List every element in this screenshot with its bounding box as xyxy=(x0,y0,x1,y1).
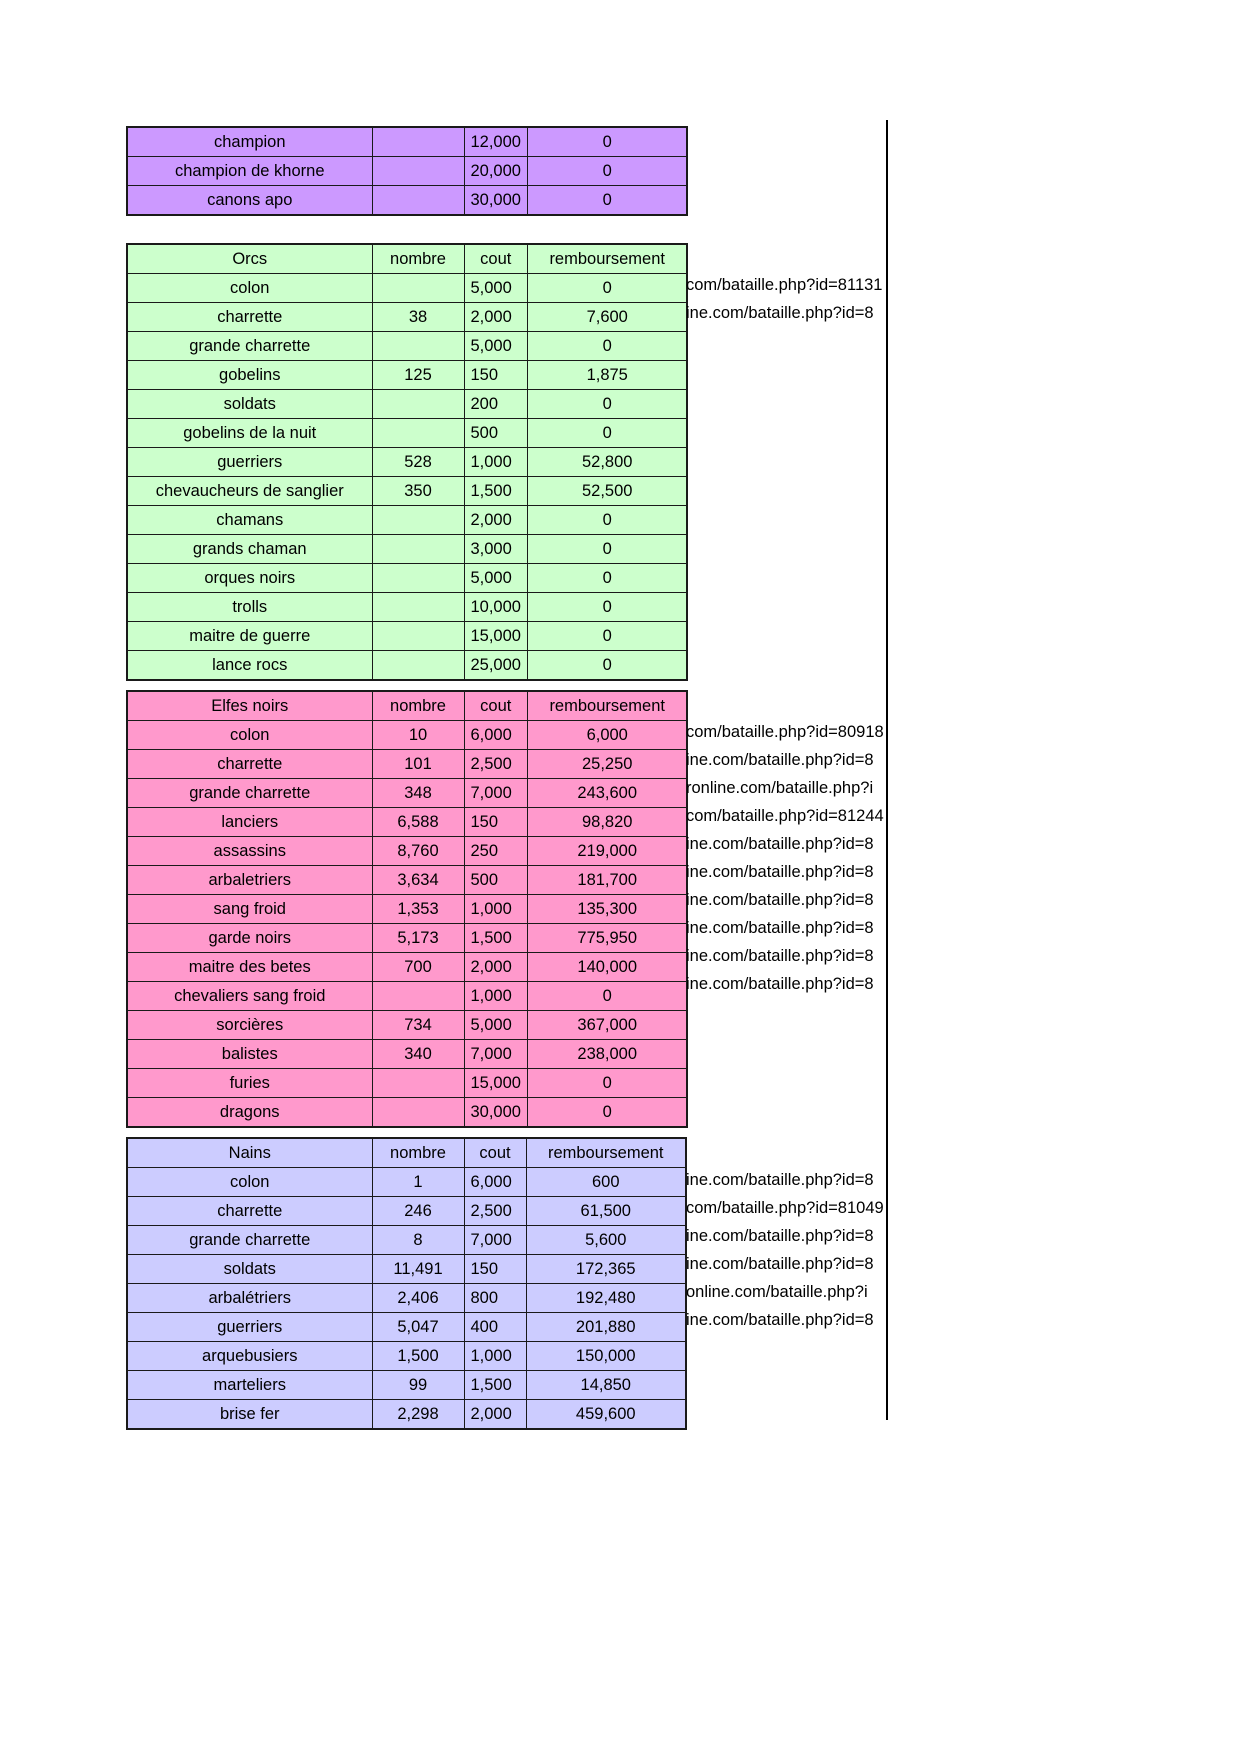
cell-cout: 400 xyxy=(464,1313,526,1342)
page-margin-guide-line xyxy=(886,120,888,1420)
cell-unit-name: dragons xyxy=(127,1098,372,1128)
cell-unit-name: colon xyxy=(127,721,372,750)
cell-unit-name: arquebusiers xyxy=(127,1342,372,1371)
cell-remboursement: 0 xyxy=(527,1098,687,1128)
column-header-nombre: nombre xyxy=(372,244,464,274)
cell-nombre: 528 xyxy=(372,448,464,477)
table-row xyxy=(127,593,687,622)
cell-unit-name: grande charrette xyxy=(127,1226,372,1255)
cell-unit-name: colon xyxy=(127,274,372,303)
cell-remboursement: 6,000 xyxy=(527,721,687,750)
table-row xyxy=(127,1284,686,1313)
cell-nombre xyxy=(372,651,464,681)
table-row xyxy=(127,1226,686,1255)
table-row xyxy=(127,535,687,564)
table-row xyxy=(127,866,687,895)
table-row xyxy=(127,1255,686,1284)
cell-unit-name: soldats xyxy=(127,390,372,419)
cell-cout: 5,000 xyxy=(464,1011,527,1040)
battle-url-text: ine.com/bataille.php?id=8 xyxy=(686,947,874,965)
cell-nombre: 1,500 xyxy=(372,1342,464,1371)
cell-unit-name: assassins xyxy=(127,837,372,866)
cell-nombre xyxy=(372,390,464,419)
cell-remboursement: 219,000 xyxy=(527,837,687,866)
battle-url-text: ine.com/bataille.php?id=8 xyxy=(686,863,874,881)
cell-nombre: 6,588 xyxy=(372,808,464,837)
table-block-orcs xyxy=(126,243,688,681)
cell-nombre: 101 xyxy=(372,750,464,779)
table-row xyxy=(127,953,687,982)
cell-unit-name: guerriers xyxy=(127,1313,372,1342)
cell-cout: 1,500 xyxy=(464,477,527,506)
cell-cout: 1,500 xyxy=(464,1371,526,1400)
table-row xyxy=(127,506,687,535)
cell-remboursement: 0 xyxy=(527,982,687,1011)
cell-cout: 1,000 xyxy=(464,1342,526,1371)
battle-url-text: ine.com/bataille.php?id=8 xyxy=(686,835,874,853)
cell-remboursement: 238,000 xyxy=(527,1040,687,1069)
table-row xyxy=(127,390,687,419)
cell-nombre: 3,634 xyxy=(372,866,464,895)
cell-unit-name: colon xyxy=(127,1168,372,1197)
cell-cout: 200 xyxy=(464,390,527,419)
cell-unit-name: maitre de guerre xyxy=(127,622,372,651)
cell-remboursement: 775,950 xyxy=(527,924,687,953)
cell-unit-name: brise fer xyxy=(127,1400,372,1430)
cell-remboursement: 0 xyxy=(527,332,687,361)
cell-cout: 1,000 xyxy=(464,895,527,924)
table-row xyxy=(127,1011,687,1040)
battle-url-text: ine.com/bataille.php?id=8 xyxy=(686,751,874,769)
cell-nombre xyxy=(372,593,464,622)
cell-nombre: 10 xyxy=(372,721,464,750)
cell-nombre: 350 xyxy=(372,477,464,506)
cell-unit-name: grande charrette xyxy=(127,332,372,361)
table-row xyxy=(127,721,687,750)
cell-remboursement: 0 xyxy=(527,157,687,186)
battle-url-text: com/bataille.php?id=81049 xyxy=(686,1199,884,1217)
cell-remboursement: 1,875 xyxy=(527,361,687,390)
cell-unit-name: charrette xyxy=(127,303,372,332)
cell-nombre xyxy=(372,622,464,651)
battle-url-text: ine.com/bataille.php?id=8 xyxy=(686,1227,874,1245)
cell-nombre xyxy=(372,127,464,157)
cell-cout: 2,500 xyxy=(464,1197,526,1226)
cell-nombre: 700 xyxy=(372,953,464,982)
cell-cout: 30,000 xyxy=(464,1098,527,1128)
cell-unit-name: trolls xyxy=(127,593,372,622)
cell-cout: 250 xyxy=(464,837,527,866)
cell-cout: 2,000 xyxy=(464,1400,526,1430)
cell-nombre xyxy=(372,186,464,216)
cell-nombre: 125 xyxy=(372,361,464,390)
cell-unit-name: marteliers xyxy=(127,1371,372,1400)
cell-cout: 5,000 xyxy=(464,332,527,361)
table-orcs xyxy=(126,243,688,681)
cell-cout: 2,000 xyxy=(464,303,527,332)
column-header-remboursement: remboursement xyxy=(527,244,687,274)
table-row xyxy=(127,1197,686,1226)
cell-cout: 6,000 xyxy=(464,721,527,750)
cell-nombre: 1 xyxy=(372,1168,464,1197)
table-block-elfes-noirs xyxy=(126,690,688,1128)
cell-remboursement: 0 xyxy=(527,535,687,564)
cell-nombre xyxy=(372,564,464,593)
cell-unit-name: sang froid xyxy=(127,895,372,924)
url-overflow-layer xyxy=(686,0,1046,1754)
battle-url-text: com/bataille.php?id=81244 xyxy=(686,807,884,825)
table-row xyxy=(127,332,687,361)
cell-cout: 20,000 xyxy=(464,157,527,186)
cell-nombre xyxy=(372,274,464,303)
battle-url-text: ine.com/bataille.php?id=8 xyxy=(686,304,874,322)
cell-nombre: 734 xyxy=(372,1011,464,1040)
cell-cout: 150 xyxy=(464,1255,526,1284)
cell-nombre xyxy=(372,535,464,564)
cell-nombre: 2,406 xyxy=(372,1284,464,1313)
cell-unit-name: lanciers xyxy=(127,808,372,837)
cell-nombre: 8,760 xyxy=(372,837,464,866)
cell-remboursement: 0 xyxy=(527,127,687,157)
cell-cout: 500 xyxy=(464,419,527,448)
cell-remboursement: 0 xyxy=(527,651,687,681)
battle-url-text: online.com/bataille.php?i xyxy=(686,1283,868,1301)
column-header-remboursement: remboursement xyxy=(526,1138,686,1168)
table-row xyxy=(127,924,687,953)
cell-cout: 150 xyxy=(464,361,527,390)
cell-remboursement: 0 xyxy=(527,186,687,216)
table-row xyxy=(127,808,687,837)
cell-cout: 1,000 xyxy=(464,448,527,477)
cell-unit-name: garde noirs xyxy=(127,924,372,953)
cell-cout: 30,000 xyxy=(464,186,527,216)
table-row xyxy=(127,1342,686,1371)
cell-remboursement: 181,700 xyxy=(527,866,687,895)
cell-unit-name: chevaliers sang froid xyxy=(127,982,372,1011)
column-header-race: Orcs xyxy=(127,244,372,274)
table-row xyxy=(127,837,687,866)
cell-cout: 15,000 xyxy=(464,622,527,651)
cell-remboursement: 5,600 xyxy=(526,1226,686,1255)
cell-cout: 500 xyxy=(464,866,527,895)
cell-remboursement: 61,500 xyxy=(526,1197,686,1226)
cell-nombre: 348 xyxy=(372,779,464,808)
table-elfes-noirs xyxy=(126,690,688,1128)
cell-nombre: 99 xyxy=(372,1371,464,1400)
column-header-nombre: nombre xyxy=(372,1138,464,1168)
cell-nombre xyxy=(372,157,464,186)
column-header-cout: cout xyxy=(464,691,527,721)
cell-unit-name: soldats xyxy=(127,1255,372,1284)
cell-cout: 1,500 xyxy=(464,924,527,953)
cell-remboursement: 0 xyxy=(527,506,687,535)
cell-unit-name: champion de khorne xyxy=(127,157,372,186)
cell-nombre: 340 xyxy=(372,1040,464,1069)
cell-remboursement: 0 xyxy=(527,593,687,622)
cell-cout: 25,000 xyxy=(464,651,527,681)
cell-cout: 2,000 xyxy=(464,953,527,982)
cell-nombre: 5,047 xyxy=(372,1313,464,1342)
cell-unit-name: furies xyxy=(127,1069,372,1098)
table-row xyxy=(127,186,687,216)
table-row xyxy=(127,564,687,593)
cell-remboursement: 0 xyxy=(527,419,687,448)
cell-unit-name: gobelins de la nuit xyxy=(127,419,372,448)
table-row xyxy=(127,477,687,506)
table-row xyxy=(127,779,687,808)
cell-remboursement: 0 xyxy=(527,622,687,651)
battle-url-text: ronline.com/bataille.php?i xyxy=(686,779,874,797)
cell-remboursement: 172,365 xyxy=(526,1255,686,1284)
cell-remboursement: 192,480 xyxy=(526,1284,686,1313)
table-header-row xyxy=(127,244,687,274)
cell-remboursement: 52,800 xyxy=(527,448,687,477)
cell-remboursement: 98,820 xyxy=(527,808,687,837)
cell-unit-name: gobelins xyxy=(127,361,372,390)
cell-remboursement: 459,600 xyxy=(526,1400,686,1430)
cell-unit-name: canons apo xyxy=(127,186,372,216)
cell-remboursement: 0 xyxy=(527,1069,687,1098)
table-row xyxy=(127,1168,686,1197)
column-header-race: Elfes noirs xyxy=(127,691,372,721)
cell-remboursement: 0 xyxy=(527,390,687,419)
table-row xyxy=(127,895,687,924)
battle-url-text: ine.com/bataille.php?id=8 xyxy=(686,975,874,993)
cell-nombre xyxy=(372,332,464,361)
cell-cout: 7,000 xyxy=(464,1226,526,1255)
column-header-cout: cout xyxy=(464,244,527,274)
cell-remboursement: 243,600 xyxy=(527,779,687,808)
table-row xyxy=(127,157,687,186)
table-block-chaos-tail xyxy=(126,126,688,216)
cell-unit-name: charrette xyxy=(127,750,372,779)
cell-cout: 7,000 xyxy=(464,779,527,808)
table-row xyxy=(127,127,687,157)
battle-url-text: ine.com/bataille.php?id=8 xyxy=(686,1171,874,1189)
cell-unit-name: arbalétriers xyxy=(127,1284,372,1313)
cell-unit-name: grands chaman xyxy=(127,535,372,564)
cell-nombre xyxy=(372,1069,464,1098)
battle-url-text: ine.com/bataille.php?id=8 xyxy=(686,1311,874,1329)
cell-remboursement: 201,880 xyxy=(526,1313,686,1342)
column-header-cout: cout xyxy=(464,1138,526,1168)
table-row xyxy=(127,1400,686,1430)
cell-cout: 800 xyxy=(464,1284,526,1313)
cell-cout: 2,500 xyxy=(464,750,527,779)
table-header-row xyxy=(127,691,687,721)
cell-remboursement: 600 xyxy=(526,1168,686,1197)
cell-nombre xyxy=(372,506,464,535)
table-row xyxy=(127,303,687,332)
table-block-nains xyxy=(126,1137,687,1430)
column-header-remboursement: remboursement xyxy=(527,691,687,721)
battle-url-text: ine.com/bataille.php?id=8 xyxy=(686,1255,874,1273)
table-row xyxy=(127,982,687,1011)
cell-nombre xyxy=(372,982,464,1011)
table-row xyxy=(127,1040,687,1069)
cell-cout: 3,000 xyxy=(464,535,527,564)
cell-remboursement: 14,850 xyxy=(526,1371,686,1400)
cell-nombre: 11,491 xyxy=(372,1255,464,1284)
cell-nombre: 1,353 xyxy=(372,895,464,924)
cell-unit-name: lance rocs xyxy=(127,651,372,681)
table-row xyxy=(127,419,687,448)
cell-nombre: 5,173 xyxy=(372,924,464,953)
cell-nombre: 38 xyxy=(372,303,464,332)
cell-remboursement: 150,000 xyxy=(526,1342,686,1371)
cell-unit-name: balistes xyxy=(127,1040,372,1069)
cell-remboursement: 367,000 xyxy=(527,1011,687,1040)
cell-cout: 10,000 xyxy=(464,593,527,622)
table-row xyxy=(127,361,687,390)
cell-cout: 5,000 xyxy=(464,274,527,303)
battle-url-text: com/bataille.php?id=80918 xyxy=(686,723,884,741)
cell-unit-name: chevaucheurs de sanglier xyxy=(127,477,372,506)
cell-nombre xyxy=(372,419,464,448)
cell-unit-name: chamans xyxy=(127,506,372,535)
table-row xyxy=(127,1069,687,1098)
cell-cout: 5,000 xyxy=(464,564,527,593)
cell-remboursement: 52,500 xyxy=(527,477,687,506)
table-row xyxy=(127,274,687,303)
table-chaos-tail xyxy=(126,126,688,216)
table-row xyxy=(127,651,687,681)
table-row xyxy=(127,448,687,477)
cell-unit-name: charrette xyxy=(127,1197,372,1226)
cell-nombre: 2,298 xyxy=(372,1400,464,1430)
cell-remboursement: 25,250 xyxy=(527,750,687,779)
cell-remboursement: 140,000 xyxy=(527,953,687,982)
cell-remboursement: 0 xyxy=(527,564,687,593)
cell-unit-name: guerriers xyxy=(127,448,372,477)
table-header-row xyxy=(127,1138,686,1168)
cell-nombre xyxy=(372,1098,464,1128)
cell-unit-name: orques noirs xyxy=(127,564,372,593)
column-header-nombre: nombre xyxy=(372,691,464,721)
battle-url-text: com/bataille.php?id=81131 xyxy=(686,276,883,294)
cell-unit-name: arbaletriers xyxy=(127,866,372,895)
battle-url-text: ine.com/bataille.php?id=8 xyxy=(686,919,874,937)
cell-cout: 15,000 xyxy=(464,1069,527,1098)
cell-unit-name: sorcières xyxy=(127,1011,372,1040)
cell-unit-name: maitre des betes xyxy=(127,953,372,982)
cell-unit-name: champion xyxy=(127,127,372,157)
table-row xyxy=(127,750,687,779)
cell-cout: 1,000 xyxy=(464,982,527,1011)
cell-cout: 7,000 xyxy=(464,1040,527,1069)
battle-url-text: ine.com/bataille.php?id=8 xyxy=(686,891,874,909)
cell-cout: 12,000 xyxy=(464,127,527,157)
cell-nombre: 8 xyxy=(372,1226,464,1255)
table-row xyxy=(127,622,687,651)
cell-remboursement: 7,600 xyxy=(527,303,687,332)
cell-cout: 6,000 xyxy=(464,1168,526,1197)
cell-unit-name: grande charrette xyxy=(127,779,372,808)
cell-cout: 150 xyxy=(464,808,527,837)
table-row xyxy=(127,1313,686,1342)
table-row xyxy=(127,1098,687,1128)
table-nains xyxy=(126,1137,687,1430)
column-header-race: Nains xyxy=(127,1138,372,1168)
cell-nombre: 246 xyxy=(372,1197,464,1226)
cell-remboursement: 0 xyxy=(527,274,687,303)
table-row xyxy=(127,1371,686,1400)
cell-cout: 2,000 xyxy=(464,506,527,535)
cell-remboursement: 135,300 xyxy=(527,895,687,924)
